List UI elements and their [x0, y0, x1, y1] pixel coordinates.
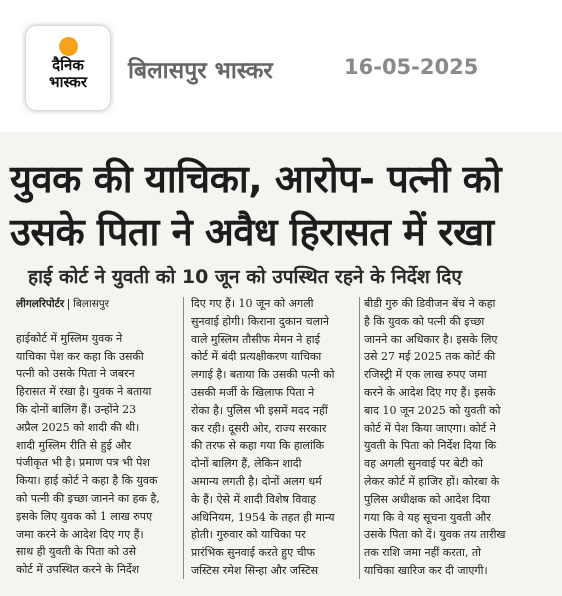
- edition-name: बिलासपुर भास्कर: [128, 58, 273, 84]
- column-line: हिरासत में रखा है। युवक ने बताया: [16, 385, 152, 399]
- dainik-bhaskar-logo: [26, 26, 110, 110]
- column-line: किया। हाई कोर्ट ने कहा है कि युवक: [16, 474, 158, 488]
- column-line: प्रारंभिक सुनवाई करते हुए चीफ: [191, 546, 315, 560]
- column-line: कि दोनों बालिग हैं। उन्होंने 23: [16, 402, 137, 416]
- column-line: जानने का अधिकार है। इसके लिए: [364, 332, 498, 346]
- column-line: अधिनियम, 1954 के तहत ही मान्य: [191, 510, 335, 524]
- column-1-body: [16, 330, 176, 579]
- column-line: अमान्य लगती है। दोनों अलग धर्म: [191, 474, 322, 488]
- logo-text-line2: भास्कर: [49, 73, 87, 91]
- column-line: याचिका खारिज कर दी जाएगी।: [364, 563, 488, 577]
- column-line: गया कि वे यह सूचना युवती और: [364, 510, 491, 524]
- column-line: होती। गुरुवार को याचिका पर: [191, 528, 306, 542]
- column-line: दोनों बालिग हैं, लेकिन शादी: [191, 457, 302, 471]
- subheadline: हाई कोर्ट ने युवती को 10 जून को उपस्थित रहने के निर्देश दिए: [28, 266, 462, 288]
- publication-date: 16-05-2025: [344, 55, 479, 79]
- column-line: के हैं। ऐसे में शादी विशेष विवाह: [191, 492, 317, 506]
- column-line: कोर्ट में पेश किया जाएगा। कोर्ट ने: [364, 421, 496, 435]
- column-line: पुलिस अधीक्षक को आदेश दिया: [364, 492, 491, 506]
- column-line: वाले मुस्लिम तौसीफ मेमन ने हाई: [191, 332, 320, 346]
- column-line: की तरफ से कहा गया कि हालांकि: [191, 439, 325, 453]
- article-column-2: [191, 295, 356, 580]
- column-line: सुनवाई होगी। किराना दुकान चलाने: [191, 314, 330, 328]
- column-line: अप्रैल 2025 को शादी की थी।: [16, 420, 140, 434]
- column-line: रजिस्ट्री में एक लाख रुपए जमा: [364, 368, 487, 382]
- column-line: इसके लिए युवक को 1 लाख रुपए: [16, 509, 153, 523]
- column-line: बाद 10 जून 2025 को युवती को: [364, 403, 501, 417]
- column-line: रोका है। पुलिस भी इसमें मदद नहीं: [191, 403, 328, 417]
- sun-icon: [59, 37, 78, 56]
- column-divider: [359, 297, 360, 579]
- column-line: है कि युवक को पत्नी की इच्छा: [364, 314, 485, 328]
- column-line: दिए गए हैं। 10 जून को अगली: [191, 297, 314, 310]
- column-line: कोर्ट में उपस्थित करने के निर्देश: [16, 563, 140, 577]
- headline-line-1: युवक की याचिका, आरोप- पत्नी को: [10, 157, 502, 201]
- column-line: उसके पिता को दें। युवक तय तारीख: [364, 528, 506, 542]
- column-line: करने के आदेश दिए गए हैं। इसके: [364, 385, 496, 399]
- column-line: को पत्नी की इच्छा जानने का हक है,: [16, 491, 160, 505]
- column-line: हाईकोर्ट में मुस्लिम युवक ने: [16, 331, 123, 345]
- logo-text-line1: दैनिक: [52, 56, 84, 74]
- column-line: पत्नी को उसके पिता ने जबरन: [16, 367, 135, 381]
- column-line: बीडी गुरु की डिवीजन बेंच ने कहा: [364, 297, 496, 310]
- column-line: उसे 27 मई 2025 तक कोर्ट की: [364, 350, 496, 364]
- headline-line-2: उसके पिता ने अवैध हिरासत में रखा: [10, 210, 494, 254]
- column-line: लेकर कोर्ट में हाजिर हों। कोरबा के: [364, 474, 500, 488]
- masthead: [0, 0, 562, 130]
- byline-divider: [68, 299, 69, 310]
- column-line: जस्टिस रमेश सिन्हा और जस्टिस: [191, 563, 319, 577]
- byline-location: बिलासपुर: [73, 298, 110, 310]
- byline-author: लीगलरिपोर्टर: [16, 298, 65, 310]
- column-line: कोर्ट में बंदी प्रत्यक्षीकरण याचिका: [191, 350, 322, 364]
- column-line: शादी मुस्लिम रीति से हुई और: [16, 438, 132, 452]
- article-column-3: [364, 295, 530, 580]
- byline: [16, 295, 176, 314]
- column-divider: [183, 297, 184, 579]
- article-column-1: [16, 295, 176, 579]
- column-line: वह अगली सुनवाई पर बेटी को: [364, 457, 483, 471]
- column-line: पंजीकृत भी है। प्रमाण पत्र भी पेश: [16, 456, 150, 470]
- column-line: उसकी मर्जी के खिलाफ पिता ने: [191, 385, 315, 399]
- column-line: साथ ही युवती के पिता को उसे: [16, 545, 137, 559]
- column-line: युवती के पिता को निर्देश दिया कि: [364, 439, 497, 453]
- column-line: कर रही। दूसरी ओर, राज्य सरकार: [191, 421, 327, 435]
- column-line: जमा करने के आदेश दिए गए हैं।: [16, 527, 144, 541]
- column-line: लगाई है। बताया कि उसकी पत्नी को: [191, 368, 335, 382]
- column-line: याचिका पेश कर कहा कि उसकी: [16, 349, 144, 363]
- column-line: तक राशि जमा नहीं करता, तो: [364, 546, 481, 560]
